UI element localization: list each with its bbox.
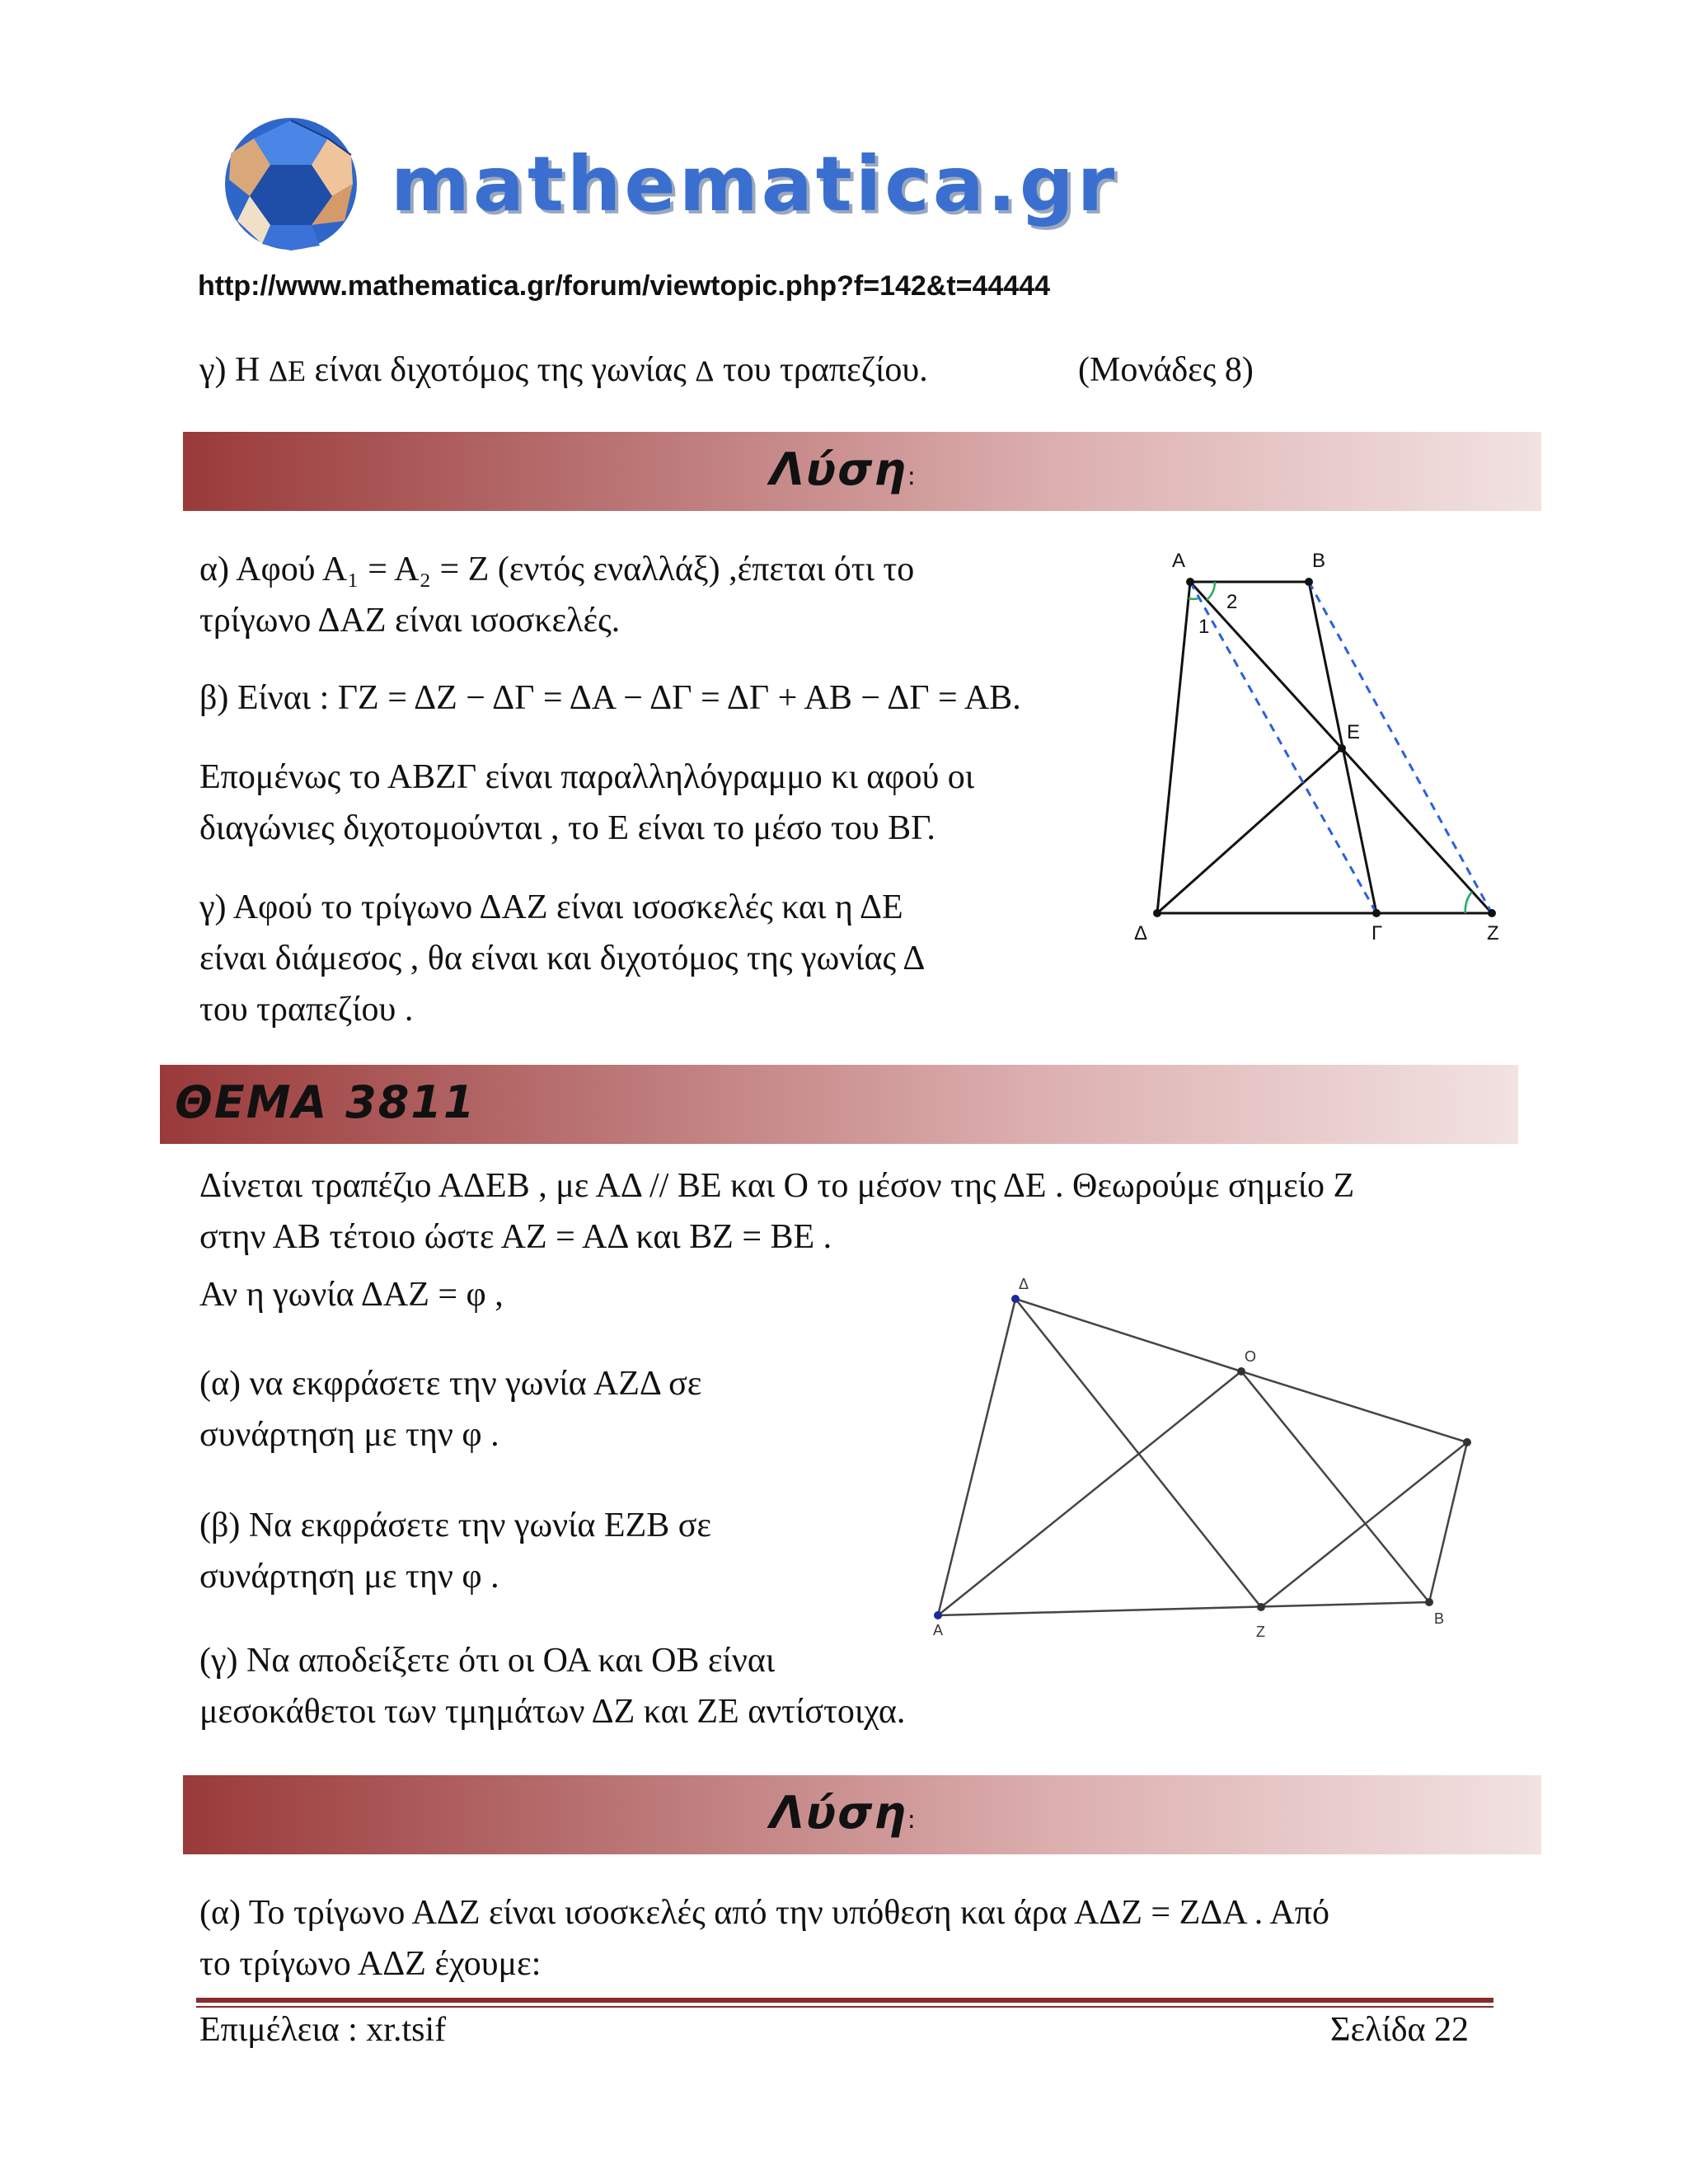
solution-banner-1 [183,432,1541,511]
problem-qb-line2: συνάρτηση με την φ . [199,1558,499,1596]
problem-qa-line2: συνάρτηση με την φ . [199,1416,499,1454]
solution1-c-line1: γ) Αφού το τρίγωνο ΔΑΖ είναι ισοσκελές και η ΔΕ [199,888,903,926]
logo [221,114,361,254]
angle-arc-A1 [1189,598,1198,599]
segment-DE [1157,748,1342,913]
segment-AD [938,1299,1015,1615]
angle-arc-A2 [1207,582,1215,600]
question-c-prefix: γ) Η [199,351,269,389]
dashed-AG [1190,582,1376,913]
label-D: Δ [1019,1276,1029,1292]
problem-line1: Δίνεται τραπέζιο ΑΔΕΒ , με ΑΔ // ΒΕ και Ο το μέσον της ΔΕ . Θεωρούμε σημείο Ζ [199,1167,1355,1205]
segment-OE [1241,1371,1467,1442]
segment-EB [1429,1442,1467,1602]
footer-rule-thick [196,1998,1493,2003]
problem-line2: στην ΑΒ τέτοιο ώστε ΑΖ = ΑΔ και ΒΖ = ΒΕ . [199,1218,832,1256]
segment-AD [1157,582,1190,913]
footer-left: Επιμέλεια : xr.tsif [199,2011,447,2049]
solution-banner-1-title: Λύση: [770,443,917,495]
logo-text: mathematica.gr [391,140,1118,228]
solution1-b-line: β) Είναι : ΓΖ = ΔΖ − ΔΓ = ΔΑ − ΔΓ = ΔΓ + ΑΒ − ΔΓ = ΑΒ. [199,679,1021,717]
solution1-p-line1: Επομένως το ΑΒΖΓ είναι παραλληλόγραμμο κι αφού οι [199,758,975,796]
problem-qc-line1: (γ) Να αποδείξετε ότι οι ΟΑ και ΟΒ είναι [199,1642,776,1680]
label-A: Α [1172,550,1186,572]
label-one: 1 [1198,616,1210,638]
label-B: B [1434,1610,1445,1627]
polyhedron-logo-icon [221,114,361,254]
question-c-points: (Μονάδες 8) [1078,351,1254,389]
solution1-p-line2: διαγώνιες διχοτομούνται , το Ε είναι το μέσο του ΒΓ. [199,809,935,847]
figure-trapezoid-2 [915,1269,1492,1657]
label-Z: Z [1256,1624,1265,1640]
angle-arc-Z [1465,892,1472,913]
footer-right: Σελίδα 22 [1330,2011,1470,2049]
solution1-a-line1: α) Αφού Α₁ = Α₂ = Ζ (εντός εναλλάξ) ,έπεται ότι το [199,551,915,588]
label-two: 2 [1226,591,1238,613]
dashed-BZ [1309,582,1492,913]
problem-qb-line1: (β) Να εκφράσετε την γωνία ΕΖΒ σε [199,1507,712,1544]
solution1-c-line2: είναι διάμεσος , θα είναι και διχοτόμος της γωνίας Δ [199,940,926,977]
question-c-angle: Δ [695,354,715,387]
label-D: Δ [1134,922,1148,944]
source-url[interactable]: http://www.mathematica.gr/forum/viewtopic.php?f=142&t=44444 [198,270,1051,302]
question-c-suffix: του τραπεζίου. [722,351,928,389]
label-A: A [933,1622,944,1638]
solution1-c-line3: του τραπεζίου . [199,991,414,1029]
label-E: Ε [1347,721,1361,743]
theme-banner-title: ΘΕΜΑ 3811 [175,1076,476,1128]
theme-banner [160,1065,1518,1144]
solution-banner-2-title: Λύση: [770,1787,917,1839]
problem-qc-line2: μεσοκάθετοι των τμημάτων ΔΖ και ΖΕ αντίστοιχα. [199,1693,906,1731]
segment-AB [938,1602,1429,1615]
solution2-line2: το τρίγωνο ΑΔΖ έχουμε: [199,1945,542,1983]
label-G: Γ [1372,922,1383,944]
question-c-segment: ΔΕ [268,354,307,387]
label-O: O [1245,1348,1257,1365]
solution-banner-2 [183,1775,1541,1854]
segment-DO [1015,1299,1241,1371]
label-B: Β [1312,550,1326,572]
figure-trapezoid [1129,544,1517,948]
segment-ZE [1261,1442,1467,1607]
solution1-a-line2: τρίγωνο ΔΑΖ είναι ισοσκελές. [199,602,621,640]
segment-OB [1241,1371,1429,1602]
question-c [199,344,928,396]
problem-line3: Αν η γωνία ΔΑΖ = φ , [199,1276,504,1314]
label-Z: Ζ [1487,922,1499,944]
segment-AO [938,1371,1241,1615]
question-c-middle: είναι διχοτόμος της γωνίας [314,351,696,389]
solution2-line1: (α) Το τρίγωνο ΑΔΖ είναι ισοσκελές από την υπόθεση και άρα ΑΔΖ = ΖΔΑ . Από [199,1894,1329,1932]
problem-qa-line1: (α) να εκφράσετε την γωνία ΑΖΔ σε [199,1365,702,1403]
